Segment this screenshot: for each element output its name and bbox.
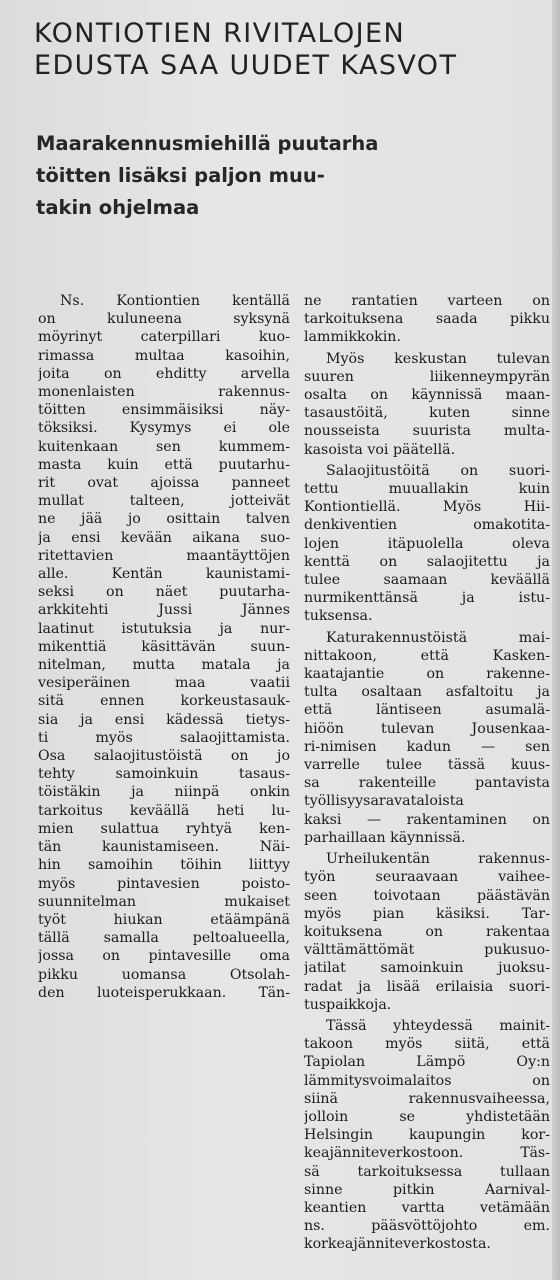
article-body-line: tulee saamaan keväällä bbox=[304, 572, 550, 589]
article-body-line: hiöön tulevan Jousenkaa- bbox=[304, 720, 550, 737]
article-body-line: tasaustöitä, kuten sinne bbox=[304, 405, 550, 422]
subhead-line: Maarakennusmiehillä puutarha bbox=[36, 132, 379, 155]
article-body-line: sinne pitkin Aarnival- bbox=[304, 1181, 550, 1198]
article-body-line: laatinut istutuksia ja nur- bbox=[38, 620, 290, 637]
article-body-line: keajänniteverkostoon. Täs- bbox=[304, 1145, 550, 1162]
article-body-line: kenttä on salaojitettu ja bbox=[304, 553, 550, 570]
article-body-line: myös pian käsiksi. Tar- bbox=[304, 905, 550, 922]
article-body-line: ja ensi kevään aikana suo- bbox=[38, 529, 290, 546]
article-body-line: sia ja ensi kädessä tietys- bbox=[38, 711, 290, 728]
article-body-line: jossa on pintavesille oma bbox=[38, 948, 290, 965]
article-subheadline bbox=[36, 128, 456, 224]
article-body-line: denkiventien omakotita- bbox=[304, 517, 550, 534]
article-body-line: ns. pääsvöttöjohto em. bbox=[304, 1218, 550, 1235]
article-body-line: monenlaisten rakennus- bbox=[38, 384, 290, 401]
article-body-line: joita on ehditty arvella bbox=[38, 365, 290, 382]
article-column-left bbox=[38, 292, 290, 1002]
article-body-line: den luoteisperukkaan. Tän- bbox=[38, 984, 290, 1001]
article-body-line: suuren liikenneympyrän bbox=[304, 368, 550, 385]
article-body-line: ne rantatien varteen on bbox=[304, 293, 550, 309]
article-body-line: seksi on näet puutarha- bbox=[38, 584, 290, 601]
article-body-line: Urheilukentän rakennus- bbox=[326, 851, 550, 868]
article-body-line: osalta on käynnissä maan- bbox=[304, 387, 550, 404]
headline-line: KONTIOTIEN RIVITALOJEN bbox=[34, 18, 406, 49]
article-body-line: kaksi — rakentaminen on bbox=[304, 811, 550, 828]
article-body-line: rimassa multaa kasoihin, bbox=[38, 347, 290, 364]
article-body-line: kaatajantie on rakenne- bbox=[304, 666, 550, 683]
article-body-line: siinä rakennusvaiheessa, bbox=[304, 1090, 550, 1107]
article-body-line: mullat talteen, jotteivät bbox=[38, 493, 290, 510]
article-body-line: tettu muuallakin kuin bbox=[304, 481, 550, 498]
article-body-line: välttämättömät pukusuo- bbox=[304, 942, 550, 959]
article-body-line: työt hiukan etäämpänä bbox=[38, 911, 290, 928]
article-body-line: jolloin se yhdistetään bbox=[304, 1108, 550, 1125]
article-body-line: nittakoon, että Kasken- bbox=[304, 647, 550, 664]
article-body-line: että läntiseen asumalä- bbox=[304, 702, 550, 719]
article-body-line: hin samoihin töihin liittyy bbox=[38, 857, 290, 874]
article-body-line: työllisyysaravataloista bbox=[304, 793, 464, 810]
article-body-line: pikku uomansa Otsolah- bbox=[38, 966, 290, 983]
article-body-line: tuksensa. bbox=[304, 608, 373, 625]
subhead-line: töitten lisäksi paljon muu- bbox=[36, 164, 325, 187]
article-body-line: töitten ensimmäisiksi näy- bbox=[38, 402, 290, 419]
article-body-line: myös pintavesien poisto- bbox=[38, 875, 290, 892]
article-body-line: arkkitehti Jussi Jännes bbox=[38, 602, 290, 619]
article-body-line: Salaojitustöitä on suori- bbox=[326, 462, 550, 479]
article-body-line: ri-nimisen kadun — sen bbox=[304, 738, 550, 755]
article-body-line: nousseista suurista multa- bbox=[304, 423, 550, 440]
article-body-line: lammikkokin. bbox=[304, 329, 401, 346]
article-body-line: tarkoitus keväällä heti lu- bbox=[38, 802, 290, 819]
subhead-line: takin ohjelmaa bbox=[36, 196, 200, 219]
article-body-line: masta kuin että puutarhu- bbox=[38, 456, 290, 473]
article-body-line: vesiperäinen maa vaatii bbox=[38, 675, 290, 692]
article-body-line: Helsingin kaupungin kor- bbox=[304, 1127, 550, 1144]
article-body-line: ti myös salaojittamista. bbox=[38, 729, 290, 746]
article-body-line: rit ovat ajoissa panneet bbox=[38, 475, 290, 492]
article-body-line: tarkoituksena saada pikku bbox=[304, 311, 550, 328]
article-body-line: koituksena on rakentaa bbox=[304, 923, 550, 940]
article-body-line: sa rakenteille pantavista bbox=[304, 775, 550, 792]
article-body-line: varrelle tulee tässä kuus- bbox=[304, 757, 550, 774]
article-body-line: alle. Kentän kaunistami- bbox=[38, 566, 290, 583]
article-body-line: seen toivotaan päästävän bbox=[304, 887, 550, 904]
article-body-line: Tapiolan Lämpö Oy:n bbox=[304, 1054, 550, 1071]
article-body-line: suunnitelman mukaiset bbox=[38, 893, 290, 910]
article-body-line: ne jää jo osittain talven bbox=[38, 511, 290, 528]
article-body-line: lojen itäpuolella oleva bbox=[304, 535, 550, 552]
article-body-line: Katurakennustöistä mai- bbox=[326, 629, 550, 646]
article-column-right bbox=[304, 292, 550, 1254]
article-body-line: Ns. Kontiontien kentällä bbox=[60, 293, 290, 309]
article-body-line: radat ja lisää erilaisia suori- bbox=[304, 978, 550, 995]
article-body-line: tehty samoinkuin tasaus- bbox=[38, 766, 290, 783]
article-body-line: sä tarkoituksessa tullaan bbox=[304, 1163, 550, 1180]
article-body-line: töistäkin ja niinpä onkin bbox=[38, 784, 290, 801]
article-body-line: Osa salaojitustöistä on jo bbox=[38, 748, 290, 765]
headline-line: EDUSTA SAA UUDET KASVOT bbox=[34, 50, 458, 81]
article-body-line: töksiksi. Kysymys ei ole bbox=[38, 420, 290, 437]
article-body-line: tän kaunistamiseen. Näi- bbox=[38, 839, 290, 856]
article-body-line: mien sulattua ryhtyä ken- bbox=[38, 820, 290, 837]
article-body-line: parhaillaan käynnissä. bbox=[304, 829, 466, 846]
article-body-line: ritettavien maantäyttöjen bbox=[38, 547, 290, 564]
page-edge-shadow bbox=[552, 0, 560, 1280]
article-body-line: mikenttiä käsittävän suun- bbox=[38, 638, 290, 655]
article-body-line: lämmitysvoimalaitos on bbox=[304, 1072, 550, 1089]
article-body-line: Tässä yhteydessä mainit- bbox=[326, 1017, 550, 1034]
article-body-line: Kontiontiellä. Myös Hii- bbox=[304, 499, 550, 516]
article-body-line: työn seuraavaan vaihee- bbox=[304, 869, 550, 886]
article-body-line: keantien vartta vetämään bbox=[304, 1199, 550, 1216]
article-body-line: kuitenkaan sen kummem- bbox=[38, 438, 290, 455]
article-body-line: on kuluneena syksynä bbox=[38, 311, 290, 328]
article-headline bbox=[34, 18, 534, 82]
article-body-line: jatilat samoinkuin juoksu- bbox=[304, 960, 550, 977]
article-body-line: takoon myös siitä, että bbox=[304, 1036, 550, 1053]
article-body-line: nurmikenttänsä ja istu- bbox=[304, 590, 550, 607]
article-body-line: korkeajänniteverkostosta. bbox=[304, 1236, 491, 1253]
article-body-line: tulta osaltaan asfaltoitu ja bbox=[304, 684, 550, 701]
article-body-line: sitä ennen korkeustasauk- bbox=[38, 693, 290, 710]
article-body-line: nitelman, mutta matala ja bbox=[38, 657, 290, 674]
article-body-line: Myös keskustan tulevan bbox=[326, 350, 550, 367]
article-body-line: möyrinyt caterpillari kuo- bbox=[38, 329, 290, 346]
article-body-line: kasoista voi päätellä. bbox=[304, 441, 456, 458]
article-body-line: tuspaikkoja. bbox=[304, 996, 392, 1013]
article-body-line: tällä samalla peltoalueella, bbox=[38, 930, 290, 947]
